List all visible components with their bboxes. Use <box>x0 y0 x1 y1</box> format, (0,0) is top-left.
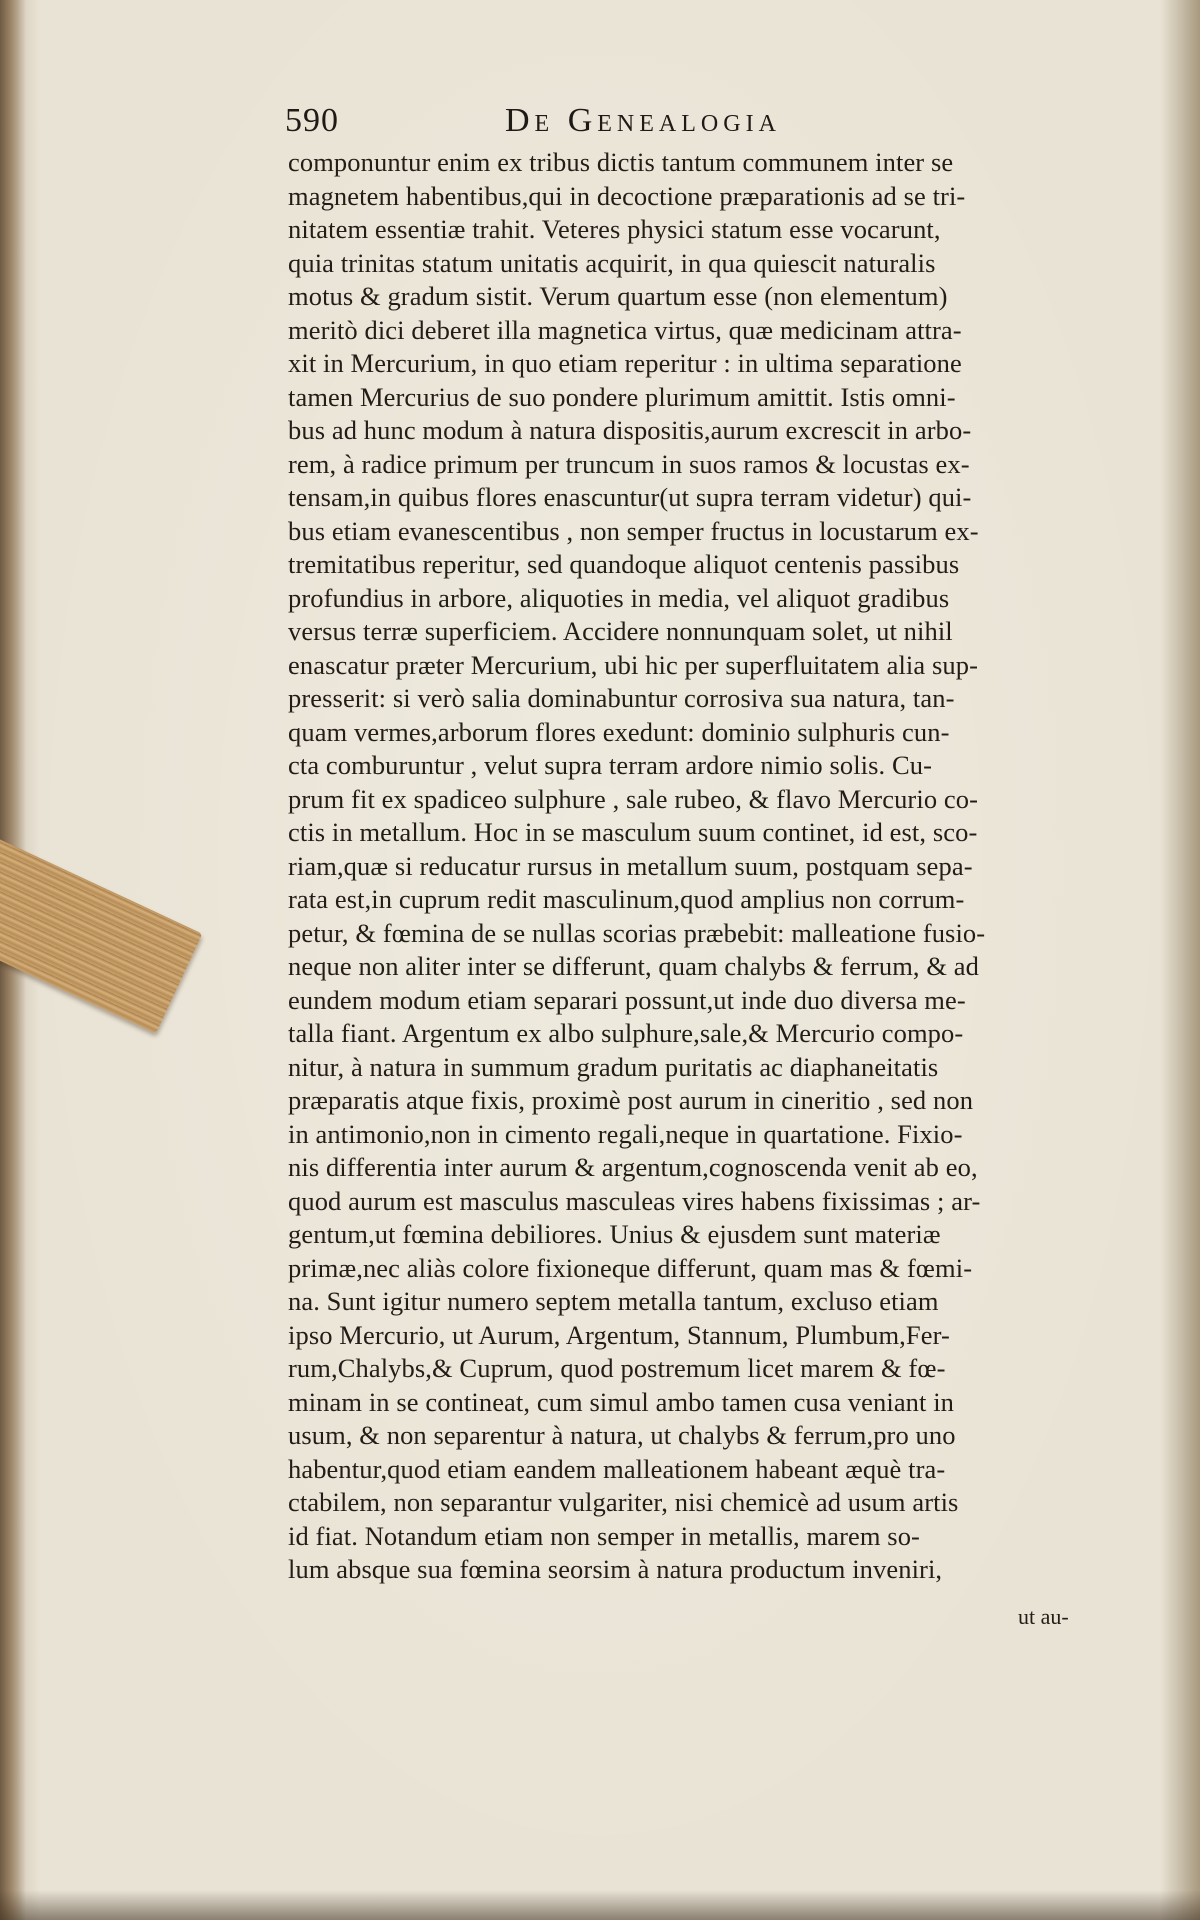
text-line: rata est,in cuprum redit masculinum,quod amplius non corrum- <box>288 884 965 914</box>
text-line: enascatur præter Mercurium, ubi hic per superfluitatem alia sup- <box>288 649 979 680</box>
text-line: versus terræ superficiem. Accidere nonnunquam solet, ut nihil <box>288 616 953 646</box>
text-line: tremitatibus reperitur, sed quandoque aliquot centenis passibus <box>288 549 960 579</box>
text-line: primæ,nec aliàs colore fixioneque differunt, quam mas & fœmi- <box>288 1252 973 1283</box>
page-number: 590 <box>285 102 339 139</box>
text-line: minam in se contineat, cum simul ambo tamen cusa veniant in <box>288 1386 955 1417</box>
text-line: in antimonio,non in cimento regali,neque in quartatione. Fixio- <box>288 1118 963 1149</box>
text-line: nis differentia inter aurum & argentum,cognoscenda venit ab eo, <box>288 1152 978 1182</box>
text-line: componuntur enim ex tribus dictis tantum communem inter se <box>288 147 954 177</box>
page-header <box>285 98 1085 144</box>
text-line: ctis in metallum. Hoc in se masculum suum continet, id est, sco- <box>288 817 978 847</box>
catchword: ut au- <box>1018 1604 1069 1629</box>
text-line: quia trinitas statum unitatis acquirit, in qua quiescit naturalis <box>288 247 936 278</box>
text-line: ctabilem, non separantur vulgariter, nisi chemicè ad usum artis <box>288 1487 959 1517</box>
body-text <box>288 146 1088 1587</box>
page-bottom-shadow <box>0 1890 1200 1920</box>
text-line: talla fiant. Argentum ex albo sulphure,sale,& Mercurio compo- <box>288 1018 964 1048</box>
text-line: profundius in arbore, aliquoties in media, vel aliquot gradibus <box>288 582 950 613</box>
text-line: usum, & non separentur à natura, ut chalybs & ferrum,pro uno <box>288 1420 956 1450</box>
running-head: De Genealogia <box>505 102 781 139</box>
text-line: nitur, à natura in summum gradum puritatis ac diaphaneitatis <box>288 1051 939 1082</box>
text-line: lum absque sua fœmina seorsim à natura productum inveniri, <box>288 1554 943 1584</box>
text-line: prum fit ex spadiceo sulphure , sale rubeo, & flavo Mercurio co- <box>288 783 979 814</box>
text-line: xit in Mercurium, in quo etiam reperitur : in ultima separatione <box>288 348 962 378</box>
text-line: id fiat. Notandum etiam non semper in metallis, marem so- <box>288 1520 920 1551</box>
wooden-bookmark <box>0 837 202 1034</box>
text-line: presserit: si verò salia dominabuntur corrosiva sua natura, tan- <box>288 683 955 713</box>
page-edge <box>1160 0 1200 1920</box>
text-line: magnetem habentibus,qui in decoctione præparationis ad se tri- <box>288 180 966 211</box>
text-line: ipso Mercurio, ut Aurum, Argentum, Stannum, Plumbum,Fer- <box>288 1319 950 1350</box>
text-line: na. Sunt igitur numero septem metalla tantum, excluso etiam <box>288 1286 939 1316</box>
text-line: tensam,in quibus flores enascuntur(ut supra terram videtur) qui- <box>288 482 972 512</box>
text-line: cta comburuntur , velut supra terram ardore nimio solis. Cu- <box>288 750 933 780</box>
text-line: bus etiam evanescentibus , non semper fructus in locustarum ex- <box>288 515 979 546</box>
text-line: neque non aliter inter se differunt, quam chalybs & ferrum, & ad <box>288 951 980 981</box>
text-line: rem, à radice primum per truncum in suos ramos & locustas ex- <box>288 448 970 479</box>
text-line: motus & gradum sistit. Verum quartum esse (non elementum) <box>288 281 948 311</box>
text-line: quod aurum est masculus masculeas vires habens fixissimas ; ar- <box>288 1185 981 1216</box>
text-line: nitatem essentiæ trahit. Veteres physici statum esse vocarunt, <box>288 214 941 244</box>
text-line: gentum,ut fœmina debiliores. Unius & ejusdem sunt materiæ <box>288 1219 941 1249</box>
text-line: petur, & fœmina de se nullas scorias præbebit: malleatione fusio- <box>288 917 986 948</box>
text-line: bus ad hunc modum à natura dispositis,aurum excrescit in arbo- <box>288 415 972 445</box>
text-line: eundem modum etiam separari possunt,ut inde duo diversa me- <box>288 984 966 1015</box>
text-line: riam,quæ si reducatur rursus in metallum suum, postquam sepa- <box>288 850 973 881</box>
text-line: meritò dici deberet illa magnetica virtus, quæ medicinam attra- <box>288 314 962 345</box>
text-line: præparatis atque fixis, proximè post aurum in cineritio , sed non <box>288 1085 974 1115</box>
text-line: habentur,quod etiam eandem malleationem habeant æquè tra- <box>288 1453 946 1484</box>
text-line: rum,Chalybs,& Cuprum, quod postremum licet marem & fœ- <box>288 1353 946 1383</box>
text-line: tamen Mercurius de suo pondere plurimum amittit. Istis omni- <box>288 381 956 412</box>
text-line: quam vermes,arborum flores exedunt: dominio sulphuris cun- <box>288 716 950 747</box>
